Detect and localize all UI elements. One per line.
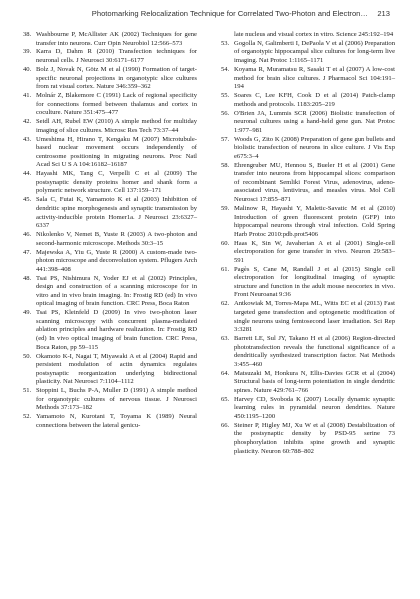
reference-number	[221, 31, 234, 40]
reference-number: 59.	[221, 204, 230, 212]
reference-number: 47.	[23, 248, 32, 256]
reference-number: 66.	[221, 421, 230, 429]
reference-text: Tsai PS, Nishimura N, Yoder EJ et al (2002) Principles, design and construction of a scanning microscope for in vitro and in vivo brain imaging. In: Frostig RD (ed) In vivo optical imaging of brain function. CRC Press, Boca Raton	[36, 274, 197, 308]
reference-number: 45.	[23, 196, 32, 204]
reference-number: 39.	[23, 48, 32, 56]
running-title: Photomarking Relocalization Technique for Correlated Two-Photon and Electron…	[91, 9, 368, 18]
reference-number: 51.	[23, 387, 32, 395]
reference-text: Umeshima H, Hirano T, Kengaku M (2007) Microtubule-based nuclear movement occurs independently of centrosome positioning in migrating neurons. Proc Natl Acad Sci U S A 104:16182–16187	[36, 135, 197, 169]
reference-text: Koyama R, Muramatsu R, Sasaki T et al (2007) A low-cost method for brain slice cultures. J Pharmacol Sci 104:191–194	[234, 65, 395, 91]
reference-text: Antkowiak M, Torres-Mapa ML, Witts EC et al (2013) Fast targeted gene transfection and optogenetic modification of single neurons using femtosecond laser irradiation. Sci Rep 3:3281	[234, 300, 395, 334]
reference-entry	[221, 335, 395, 369]
reference-text: Ehrengruber MU, Hennou S, Bueler H et al (2001) Gene transfer into neurons from hippocampal slices: comparison of recombinant Semliki Forest Virus, adenovirus, adeno-associated virus, lentivirus, and measles virus. Mol Cell Neurosci 17:855–871	[234, 161, 395, 204]
reference-number: 61.	[221, 265, 230, 273]
reference-number: 50.	[23, 352, 32, 360]
reference-number: 49.	[23, 309, 32, 317]
reference-text: late nucleus and visual cortex in vitro. Science 245:192–194	[234, 31, 394, 38]
reference-number: 58.	[221, 161, 230, 169]
reference-entry	[221, 92, 395, 109]
reference-text: Seidl AH, Rubel EW (2010) A simple method for multiday imaging of slice cultures. Microsc Res Tech 73:37–44	[36, 118, 197, 134]
reference-text: Molnár Z, Blakemore C (1991) Lack of regional specificity for connections formed between thalamus and cortex in coculture. Nature 351:475–477	[36, 92, 197, 117]
reference-entry	[23, 196, 197, 230]
reference-entry	[23, 275, 197, 309]
reference-text: Barrett LE, Sul JY, Takano H et al (2006) Region-directed phototransfection reveals the functional significance of a dendritically synthesized transcription factor. Nat Methods 3:455–460	[234, 335, 395, 368]
reference-entry	[23, 387, 197, 413]
reference-number: 63.	[221, 335, 230, 343]
reference-text: Stoppini L, Buchs P-A, Muller D (1991) A simple method for organotypic cultures of nervous tissue. J Neurosci Methods 37:173–182	[36, 387, 197, 412]
reference-entry	[23, 31, 197, 48]
reference-entry	[23, 249, 197, 275]
reference-text: Malinow R, Hayashi Y, Maletic-Savatic M et al (2010) Introduction of green fluorescent protein (GFP) into hippocampal neurons through viral infection. Cold Spring Harb Protoc 2010:pdb.prot5406	[234, 204, 395, 238]
reference-number: 40.	[23, 65, 32, 73]
reference-entry	[221, 40, 395, 66]
reference-text: Nikolenko V, Nemet B, Yuste R (2003) A two-photon and second-harmonic microscope. Methods 30:3–15	[36, 231, 197, 247]
reference-entry	[23, 413, 197, 430]
reference-text: Hayashi MK, Tang C, Verpelli C et al (2009) The postsynaptic density proteins homer and shank form a polymeric network structure. Cell 137:159–171	[36, 170, 197, 195]
reference-text: Sala C, Futai K, Yamamoto K et al (2003) Inhibition of dendritic spine morphogenesis and synaptic transmission by activity-inducible protein Homer1a. J Neurosci 23:6327–6337	[36, 196, 197, 230]
reference-entry	[221, 422, 395, 456]
reference-column-left	[23, 31, 197, 431]
reference-column-right	[221, 31, 395, 457]
reference-text: Pagès S, Cane M, Randall J et al (2015) Single cell electroporation for longitudinal imaging of synaptic structure and function in the adult mouse neocortex in vivo. Front Neuroanat 9:36	[234, 265, 395, 299]
reference-number: 55.	[221, 92, 230, 100]
reference-number: 57.	[221, 135, 230, 143]
reference-number: 65.	[221, 395, 230, 403]
reference-number: 41.	[23, 92, 32, 100]
reference-entry	[221, 162, 395, 205]
reference-text: Majewska A, Yiu G, Yuste R (2000) A custom-made two-photon microscope and deconvolution system. Pflugers Arch 441:398–408	[36, 248, 197, 273]
reference-number: 56.	[221, 109, 230, 117]
reference-number: 42.	[23, 118, 32, 126]
reference-text: Karra D, Dahm R (2010) Transfection techniques for neuronal cells. J Neurosci 30:6171–6177	[36, 48, 197, 65]
reference-entry	[23, 309, 197, 352]
reference-entry	[23, 170, 197, 196]
reference-entry	[221, 266, 395, 300]
reference-number: 44.	[23, 170, 32, 178]
reference-number: 54.	[221, 65, 230, 73]
reference-text: Gogolla N, Galimberti I, DePaola V et al (2006) Preparation of organotypic hippocampal slice cultures for long-term live imaging. Nat Protoc 1:1165–1171	[234, 39, 395, 65]
page-number: 213	[377, 9, 390, 18]
reference-entry	[221, 136, 395, 162]
reference-text: Matsuzaki M, Honkura N, Ellis-Davies GCR et al (2004) Structural basis of long-term potentiation in single dendritic spines. Nature 429:761–766	[234, 369, 395, 394]
reference-text: Yamamoto N, Kurotani T, Toyama K (1989) Neural connections between the lateral genicu-	[36, 413, 197, 429]
reference-text: Washbourne P, McAllister AK (2002) Techniques for gene transfer into neurons. Curr Opin Neurobiol 12:566–573	[36, 31, 197, 47]
reference-entry	[221, 240, 395, 266]
reference-number: 60.	[221, 239, 230, 247]
reference-text: O'Brien JA, Lummis SCR (2006) Biolistic transfection of neuronal cultures using a hand-held gene gun. Nat Protoc 1:977–981	[234, 109, 395, 134]
reference-number: 43.	[23, 135, 32, 143]
reference-entry	[23, 48, 197, 65]
reference-entry	[23, 231, 197, 248]
reference-entry	[23, 118, 197, 135]
reference-entry	[221, 110, 395, 136]
reference-entry	[23, 353, 197, 387]
reference-text: Okamoto K-I, Nagai T, Miyawaki A et al (2004) Rapid and persistent modulation of actin dynamics regulates postsynaptic reorganization underlying bidirectional plasticity. Nat Neurosci 7:1104–1112	[36, 352, 197, 386]
reference-entry	[221, 396, 395, 422]
reference-text: Tsai PS, Kleinfeld D (2009) In vivo two-photon laser scanning microscopy with concurrent plasma-mediated ablation principles and hardware realization. In: Frostig RD (ed) In vivo optical imaging of brain function. CRC Press, Boca Raton, pp 59–115	[36, 309, 197, 351]
reference-number: 38.	[23, 31, 32, 38]
reference-entry	[221, 300, 395, 334]
reference-number: 52.	[23, 413, 32, 421]
reference-entry	[221, 205, 395, 239]
reference-number: 53.	[221, 39, 230, 47]
reference-text: Haas K, Sin W, Javaherian A et al (2001) Single-cell electroporation for gene transfer in vivo. Neuron 29:583–591	[234, 239, 395, 264]
reference-number: 64.	[221, 369, 230, 377]
reference-text: Soares C, Lee KFH, Cook D et al (2014) Patch-clamp methods and protocols. 1183:205–219	[234, 92, 395, 108]
reference-text: Woods G, Zito K (2008) Preparation of gene gun bullets and biolistic transfection of neurons in slice culture. J Vis Exp e675:3–4	[234, 135, 395, 160]
reference-entry	[221, 66, 395, 92]
reference-number: 62.	[221, 300, 230, 308]
reference-number: 48.	[23, 274, 32, 282]
reference-text: Harvey CD, Svoboda K (2007) Locally dynamic synaptic learning rules in pyramidal neuron dendrites. Nature 450:1195–1200	[234, 395, 395, 420]
running-header	[0, 6, 420, 20]
reference-text: Bolz J, Novak N, Götz M et al (1990) Formation of target-specific neuronal projections in organotypic slice cultures from rat visual cortex. Nature 346:359–362	[36, 65, 197, 91]
reference-entry	[23, 92, 197, 118]
reference-text: Steiner P, Higley MJ, Xu W et al (2008) Destabilization of the postsynaptic density by PSD-95 serine 73 phosphorylation inhibits spine growth and synaptic plasticity. Neuron 60:788–802	[234, 421, 395, 455]
reference-entry	[221, 370, 395, 396]
reference-number: 46.	[23, 231, 32, 239]
reference-entry	[23, 136, 197, 170]
reference-entry	[23, 66, 197, 92]
reference-entry	[221, 31, 395, 40]
